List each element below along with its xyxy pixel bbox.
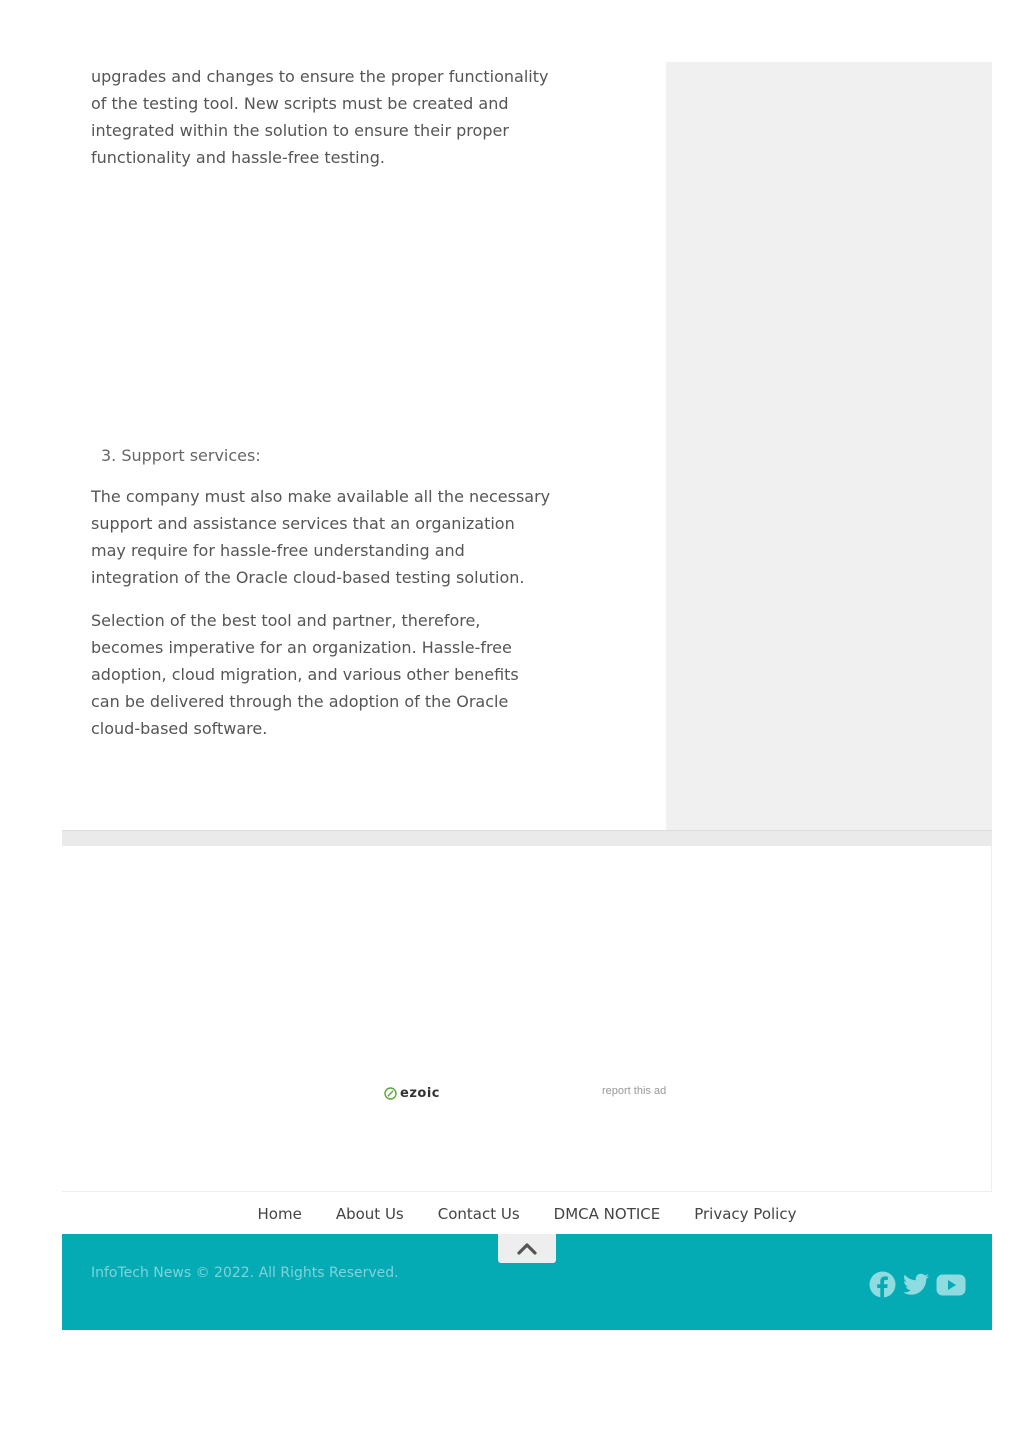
footer-nav [62,1191,992,1235]
footer-nav-dmca-notice[interactable]: DMCA NOTICE [553,1204,661,1223]
ezoic-logo[interactable] [384,1085,440,1101]
facebook-icon[interactable] [869,1271,896,1298]
back-to-top-button[interactable] [498,1234,556,1263]
footer-bar [62,1234,992,1330]
section-divider [62,830,992,847]
article-paragraph [91,63,551,171]
article-paragraph [91,607,551,742]
footer-nav-about-us[interactable]: About Us [335,1204,404,1223]
chevron-up-icon [517,1243,537,1255]
report-ad-link[interactable]: report this ad [602,1085,667,1097]
ad-container [62,846,992,1191]
article-paragraph [91,483,551,591]
sidebar [666,62,992,830]
ezoic-brand-text: ezoic [400,1085,440,1101]
copyright-text: InfoTech News © 2022. All Rights Reserved. [91,1265,399,1281]
list-item-support-services: 3. Support services: [101,446,261,465]
social-links [869,1271,966,1298]
footer-nav-home[interactable]: Home [257,1204,302,1223]
article-paragraph-text: upgrades and changes to ensure the proper functionality of the testing tool. New scripts must be created and integrated within the solution to ensure their proper functionality and hassle-free testing. [91,67,549,167]
ezoic-leaf-icon [384,1087,397,1100]
footer-nav-privacy-policy[interactable]: Privacy Policy [694,1204,797,1223]
twitter-icon[interactable] [902,1273,930,1297]
youtube-icon[interactable] [936,1274,966,1296]
article-paragraph-text: The company must also make available all the necessary support and assistance services that an organization may require for hassle-free understanding and integration of the Oracle cloud-based testing solution. [91,487,551,587]
footer-nav-contact-us[interactable]: Contact Us [437,1204,520,1223]
article-paragraph-text: Selection of the best tool and partner, therefore, becomes imperative for an organization. Hassle-free adoption, cloud migration, and various other benefits can be delivered through the adoption of the Oracle cloud-based software. [91,611,519,738]
